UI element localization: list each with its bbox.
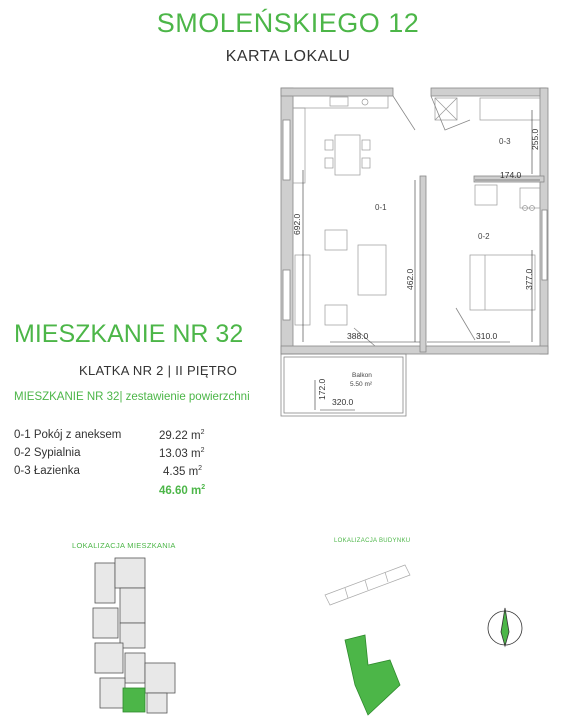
dim-462: 462.0	[405, 268, 415, 290]
balcony-label: Balkon	[352, 372, 372, 379]
room-label-0-1: 0-1	[375, 203, 387, 212]
room-name-0-3: 0-3 Łazienka	[14, 465, 80, 477]
room-name-0-1: 0-1 Pokój z aneksem	[14, 429, 122, 441]
building-location-map	[310, 550, 576, 719]
floor-plan	[270, 80, 560, 430]
apartment-location-label: LOKALIZACJA MIESZKANIA	[72, 541, 176, 550]
room-name-0-2: 0-2 Sypialnia	[14, 447, 81, 459]
building-location-label: LOKALIZACJA BUDYNKU	[334, 538, 411, 544]
dim-172: 172.0	[317, 378, 327, 400]
apartment-highlight	[123, 688, 145, 712]
room-label-0-3: 0-3	[499, 137, 511, 146]
balcony-area: 5.50 m²	[350, 381, 373, 388]
kitchen-unit	[293, 96, 388, 183]
north-arrow-icon	[488, 608, 522, 646]
apartment-title: MIESZKANIE NR 32	[14, 320, 244, 348]
bathroom-fixtures	[435, 98, 540, 211]
doors	[354, 96, 475, 346]
room-label-0-2: 0-2	[478, 232, 490, 241]
dim-320: 320.0	[332, 397, 354, 407]
apartment-location-map	[85, 553, 195, 719]
dim-174: 174.0	[500, 170, 522, 180]
page-subtitle: KARTA LOKALU	[225, 48, 351, 65]
building-highlight	[345, 635, 400, 715]
plan-walls	[281, 88, 548, 354]
dining-table	[325, 135, 370, 175]
living-furniture	[295, 230, 386, 325]
dim-255: 255.0	[530, 128, 540, 150]
summary-heading: MIESZKANIE NR 32| zestawienie powierzchni	[14, 391, 250, 403]
staircase-floor: KLATKA NR 2 | II PIĘTRO	[79, 363, 238, 378]
room-area-0-2: 13.03 $m^2$	[159, 447, 205, 460]
dim-388: 388.0	[347, 331, 369, 341]
dim-692: 692.0	[292, 213, 302, 235]
total-area: 46.60 $m^2$	[159, 484, 206, 497]
room-area-0-3: 4.35 $m^2$	[163, 465, 203, 478]
page-title: SMOLEŃSKIEGO 12	[156, 8, 420, 38]
dim-310: 310.0	[476, 331, 498, 341]
room-area-0-1: 29.22 $m^2$	[159, 429, 205, 442]
dim-377: 377.0	[524, 268, 534, 290]
